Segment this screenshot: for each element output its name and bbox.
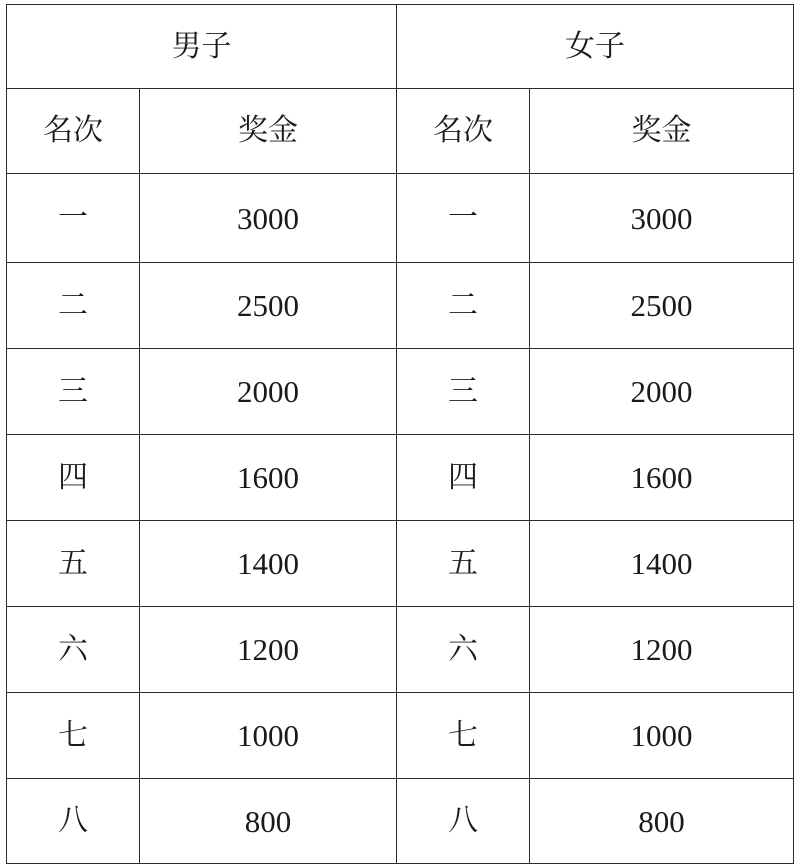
women-prize-cell: 3000: [530, 174, 794, 263]
men-rank-cell: 四: [7, 435, 140, 521]
men-rank-cell: 七: [7, 693, 140, 779]
men-prize-cell: 2000: [140, 349, 397, 435]
table-row: [7, 693, 794, 779]
table-row: [7, 607, 794, 693]
women-rank-cell: 六: [397, 607, 530, 693]
women-rank-cell: 三: [397, 349, 530, 435]
women-prize-cell: 1200: [530, 607, 794, 693]
women-rank-cell: 四: [397, 435, 530, 521]
women-prize-cell: 2000: [530, 349, 794, 435]
men-rank-header: 名次: [7, 89, 140, 174]
men-prize-cell: 2500: [140, 263, 397, 349]
women-rank-cell: 七: [397, 693, 530, 779]
men-prize-cell: 1200: [140, 607, 397, 693]
prize-table: [6, 4, 794, 864]
table-row: [7, 435, 794, 521]
women-prize-cell: 2500: [530, 263, 794, 349]
women-prize-header: 奖金: [530, 89, 794, 174]
men-rank-cell: 三: [7, 349, 140, 435]
men-prize-cell: 1600: [140, 435, 397, 521]
women-rank-cell: 八: [397, 779, 530, 864]
men-rank-cell: 一: [7, 174, 140, 263]
men-rank-cell: 二: [7, 263, 140, 349]
table-row: [7, 779, 794, 864]
men-rank-cell: 八: [7, 779, 140, 864]
women-prize-cell: 800: [530, 779, 794, 864]
women-group-header: 女子: [397, 5, 794, 89]
women-prize-cell: 1000: [530, 693, 794, 779]
men-group-header: 男子: [7, 5, 397, 89]
women-prize-cell: 1400: [530, 521, 794, 607]
women-prize-cell: 1600: [530, 435, 794, 521]
column-header-row: [7, 89, 794, 174]
women-rank-cell: 二: [397, 263, 530, 349]
men-prize-cell: 1400: [140, 521, 397, 607]
women-rank-cell: 一: [397, 174, 530, 263]
women-rank-cell: 五: [397, 521, 530, 607]
men-prize-header: 奖金: [140, 89, 397, 174]
men-prize-cell: 1000: [140, 693, 397, 779]
group-header-row: [7, 5, 794, 89]
table-row: [7, 349, 794, 435]
men-prize-cell: 800: [140, 779, 397, 864]
table-row: [7, 174, 794, 263]
men-rank-cell: 六: [7, 607, 140, 693]
men-prize-cell: 3000: [140, 174, 397, 263]
table-row: [7, 263, 794, 349]
women-rank-header: 名次: [397, 89, 530, 174]
men-rank-cell: 五: [7, 521, 140, 607]
table-row: [7, 521, 794, 607]
